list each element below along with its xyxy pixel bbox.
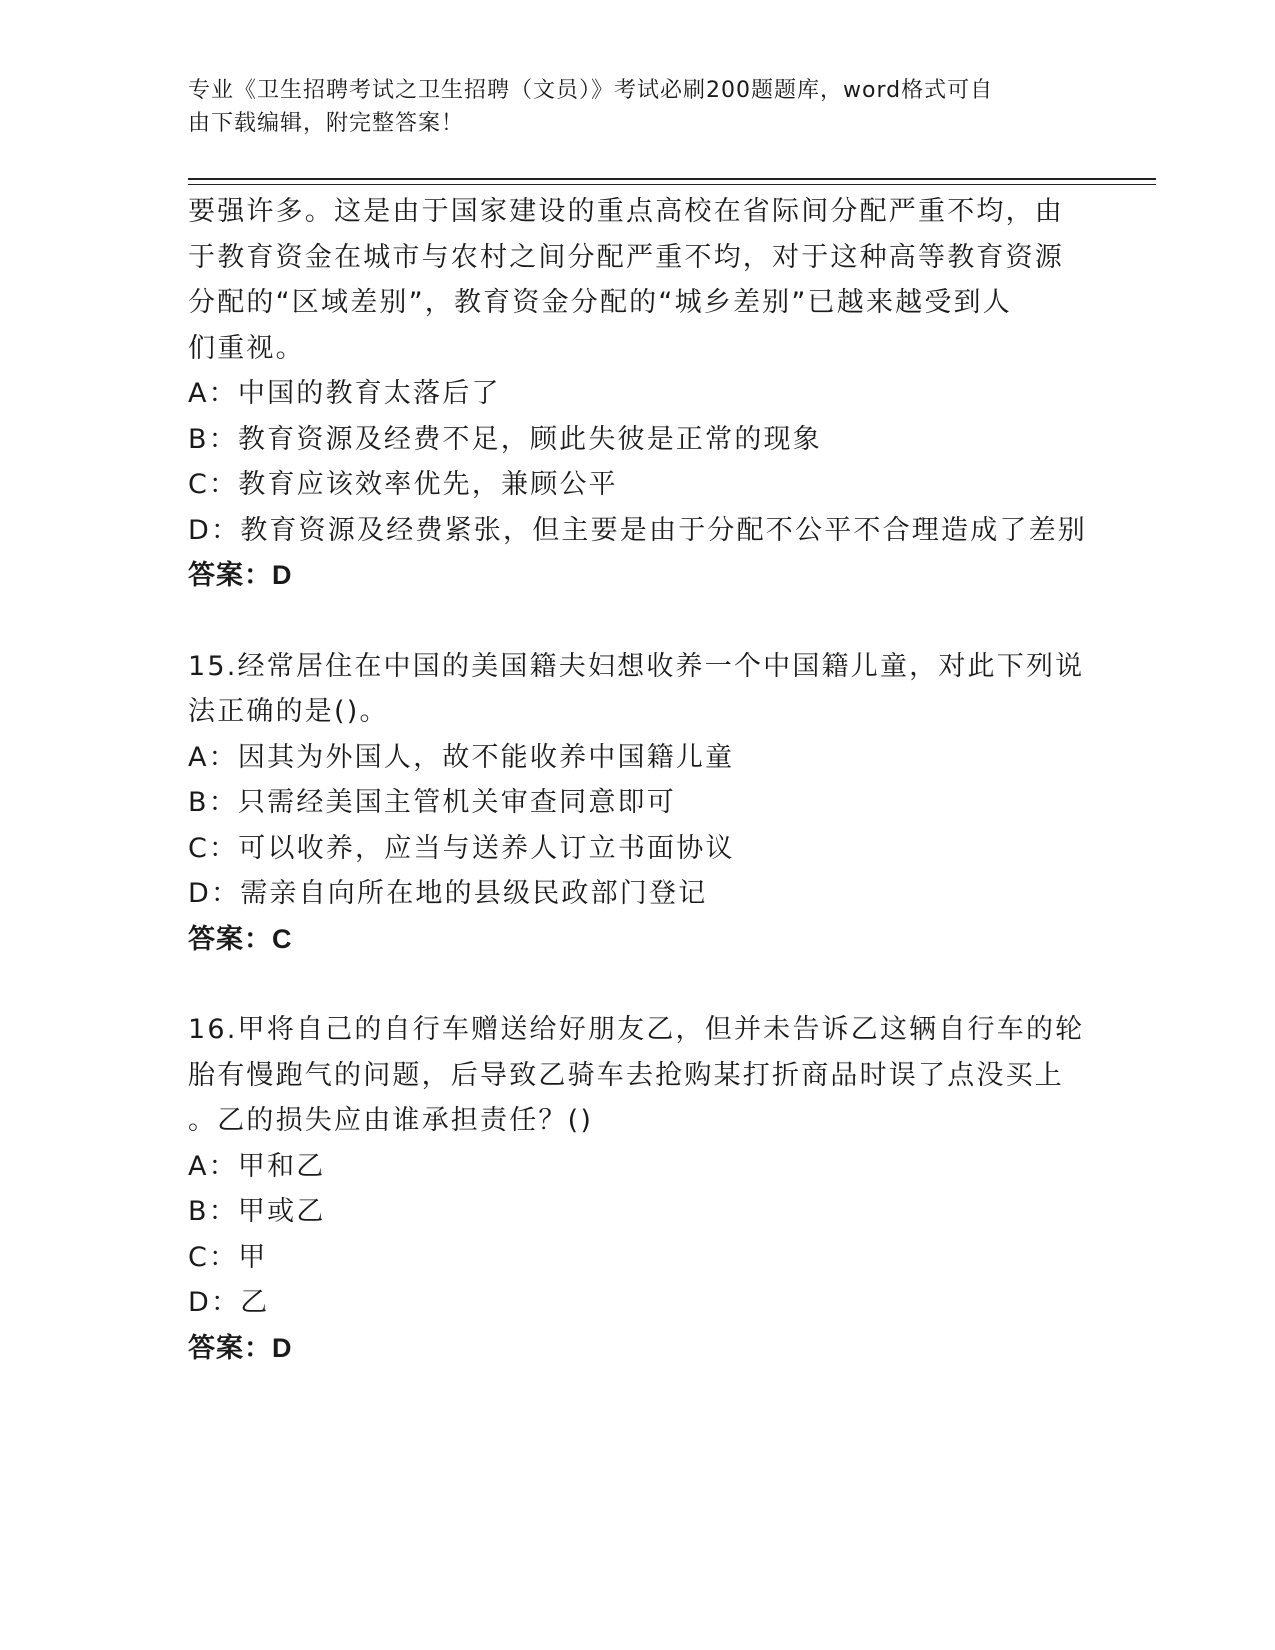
option-a: A：中国的教育太落后了 bbox=[188, 378, 501, 409]
option-b: B：甲或乙 bbox=[188, 1196, 326, 1227]
page-header bbox=[188, 74, 1068, 140]
answer-line: 答案：D bbox=[188, 1332, 293, 1363]
question-15 bbox=[188, 644, 1088, 963]
question-text-line: 。乙的损失应由谁承担责任？() bbox=[188, 1105, 594, 1136]
question-text-line: 胎有慢跑气的问题，后导致乙骑车去抢购某打折商品时误了点没买上 bbox=[188, 1059, 1064, 1091]
option-a: A：甲和乙 bbox=[188, 1150, 326, 1182]
option-c: C：甲 bbox=[188, 1241, 268, 1273]
answer-line: 答案：C bbox=[188, 923, 293, 954]
header-divider-thin bbox=[188, 184, 1156, 185]
option-a: A：因其为外国人，故不能收养中国籍儿童 bbox=[188, 741, 735, 773]
option-d: D：乙 bbox=[188, 1287, 270, 1318]
question-text-line: 分配的“区域差别”，教育资金分配的“城乡差别”已越来越受到人 bbox=[188, 287, 1012, 318]
header-title-line-2: 由下载编辑，附完整答案！ bbox=[188, 111, 465, 136]
option-d: D：需亲自向所在地的县级民政部门登记 bbox=[188, 878, 708, 909]
option-b: B：只需经美国主管机关审查同意即可 bbox=[188, 787, 676, 818]
question-14-continued bbox=[188, 189, 1088, 599]
question-text-line: 15.经常居住在中国的美国籍夫妇想收养一个中国籍儿童，对此下列说 bbox=[188, 650, 1085, 682]
option-c: C：可以收养，应当与送养人订立书面协议 bbox=[188, 832, 735, 864]
option-d: D：教育资源及经费紧张，但主要是由于分配不公平不合理造成了差别 bbox=[188, 514, 1087, 546]
answer-line: 答案：D bbox=[188, 560, 293, 590]
question-text-line: 于教育资金在城市与农村之间分配严重不均，对于这种高等教育资源 bbox=[188, 241, 1064, 273]
option-b: B：教育资源及经费不足，顾此失彼是正常的现象 bbox=[188, 423, 822, 455]
question-16 bbox=[188, 1007, 1088, 1371]
option-c: C：教育应该效率优先，兼顾公平 bbox=[188, 469, 618, 500]
document-body bbox=[188, 189, 1088, 1371]
question-text-line: 要强许多。这是由于国家建设的重点高校在省际间分配严重不均，由 bbox=[188, 196, 1064, 227]
question-text-line: 法正确的是()。 bbox=[188, 696, 389, 727]
header-title-line-1: 专业《卫生招聘考试之卫生招聘（文员）》考试必刷200题题库，word格式可自 bbox=[188, 78, 994, 103]
header-divider bbox=[188, 178, 1156, 180]
question-text-line: 们重视。 bbox=[188, 332, 305, 364]
question-text-line: 16.甲将自己的自行车赠送给好朋友乙，但并未告诉乙这辆自行车的轮 bbox=[188, 1014, 1085, 1045]
